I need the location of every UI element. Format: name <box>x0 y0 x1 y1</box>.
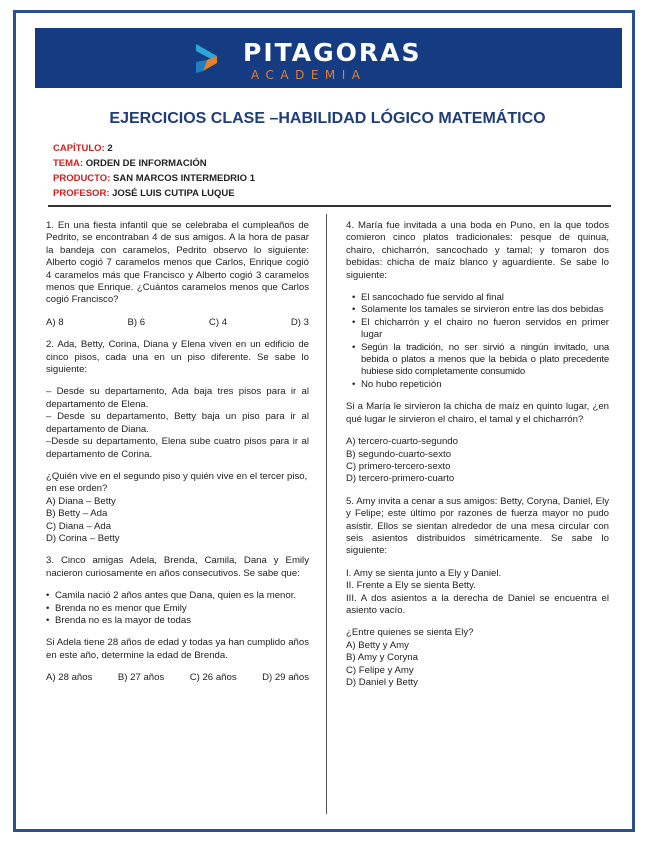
q5-question: ¿Entre quienes se sienta Ely? <box>346 627 474 639</box>
q2-option-d: D) Corina – Betty <box>46 532 120 544</box>
q4-clue: • El chicharrón y el chairo no fueron servidos en primer lugar <box>352 316 609 341</box>
q3-option-a: A) 28 años <box>46 672 93 684</box>
q4-clue: • No hubo repetición <box>352 378 442 390</box>
q2-option-a: A) Diana – Betty <box>46 495 116 507</box>
header-divider <box>48 205 611 207</box>
logo-chevron-icon <box>193 38 233 78</box>
q2-question: ¿Quién vive en el segundo piso y quién vive en el tercer piso, en ese orden? <box>46 470 308 495</box>
q4-option-c: C) primero-tercero-sexto <box>346 460 451 472</box>
q3-question: Si Adela tiene 28 años de edad y todas ya han cumplido años en este año, determine la edad de Brenda. <box>46 637 309 661</box>
q4-clue: • El sancochado fue servido al final <box>352 292 504 304</box>
right-column <box>346 220 609 689</box>
q3-clue: • Brenda no es menor que Emily <box>46 602 187 614</box>
q5-option-a: A) Betty y Amy <box>346 639 409 651</box>
q4-clue: • Solamente los tamales se sirvieron entre las dos bebidas <box>352 304 604 316</box>
q3-clue: • Camila nació 2 años antes que Dana, quien es la menor. <box>46 590 297 602</box>
brand-subtitle: ACADEMIA <box>251 68 367 82</box>
header-banner <box>35 28 622 88</box>
left-column <box>46 220 309 685</box>
q4-option-a: A) tercero-cuarto-segundo <box>346 436 458 448</box>
q4-text: 4. María fue invitada a una boda en Puno, en la que todos comieron cinco platos tradicionales: pesque de quinua, chairo, chicharrón, sancochado y tamal; y tomaron dos bebidas: chicha de maíz blanco y aguardiente. Se sabe lo siguiente: <box>346 220 609 281</box>
document-title: EJERCICIOS CLASE –HABILIDAD LÓGICO MATEMÁTICO <box>109 110 546 127</box>
q2-option-c: C) Diana – Ada <box>46 520 112 532</box>
q2-option-b: B) Betty – Ada <box>46 508 108 520</box>
meta-chapter: CAPÍTULO: 2 <box>53 143 113 154</box>
q4-option-b: B) segundo-cuarto-sexto <box>346 448 452 460</box>
q2-text: 2. Ada, Betty, Corina, Diana y Elena viven en un edificio de cinco pisos, cada una en un piso diferente. Se sabe lo siguiente: <box>46 339 309 376</box>
q5-text: 5. Amy invita a cenar a sus amigos: Betty, Coryna, Daniel, Ely y Felipe; este último por razones de fuerza mayor no pudo asistir. Ellos se sientan alrededor de una mesa circular con seis asientos distribuidos simétricamente. Se sabe lo siguiente: <box>346 495 609 557</box>
q5-clue: I. Amy se sienta junto a Ely y Daniel. <box>346 567 502 579</box>
q1-option-b: B) 6 <box>127 316 146 328</box>
q5-option-b: B) Amy y Coryna <box>346 652 418 664</box>
brand-name: PITAGORAS <box>243 38 422 67</box>
q4-clue: • Según la tradición, no ser sirvió a ningún invitado, una bebida o platos a menos que la bebida o plato precedente hubiese sido completamente consumido <box>352 341 609 378</box>
q3-text: 3. Cinco amigas Adela, Brenda, Camila, Dana y Emily nacieron curiosamente en años consecutivos. Se sabe que: <box>46 555 309 579</box>
q4-question: Si a María le sirvieron la chicha de maíz en quinto lugar, ¿en qué lugar le sirvieron el chairo, el tamal y el chicharrón? <box>346 401 609 425</box>
q4-option-d: D) tercero-primero-cuarto <box>346 473 455 485</box>
q1-option-d: D) 3 <box>290 316 309 328</box>
column-divider <box>326 214 327 814</box>
q1-option-c: C) 4 <box>208 316 228 328</box>
q3-options <box>46 672 309 684</box>
q5-clue: II. Frente a Ely se sienta Betty. <box>346 580 476 592</box>
q1-option-a: A) 8 <box>46 316 64 328</box>
q5-clue: III. A dos asientos a la derecha de Daniel se encuentra el asiento vacío. <box>346 592 609 616</box>
document-meta <box>53 141 255 201</box>
q2-clue: – Desde su departamento, Betty baja un piso para ir al departamento de Diana. <box>46 411 309 435</box>
q5-option-c: C) Felipe y Amy <box>346 664 414 676</box>
meta-teacher: PROFESOR: JOSÉ LUIS CUTIPA LUQUE <box>53 188 235 199</box>
meta-topic: TEMA: ORDEN DE INFORMACIÓN <box>53 158 207 169</box>
q2-clue: – Desde su departamento, Ada baja tres pisos para ir al departamento de Elena. <box>46 386 309 410</box>
pitagoras-logo <box>193 36 473 82</box>
q1-options <box>46 317 309 329</box>
q1-text: 1. En una fiesta infantil que se celebraba el cumpleaños de Pedrito, se encontraban 4 de sus amigos. A la hora de pasar la bandeja con caramelos, Pedrito observo lo siguiente: Alberto cogió 7 caramelos menos que Carlos, Enrique cogió 4 caramelos más que Francisco y Alberto cogió 3 caramelos menos que Enrique. ¿Cuántos caramelos menos que Carlos cogió Francisco? <box>46 220 309 306</box>
q3-option-d: D) 29 años <box>262 672 309 684</box>
meta-product: PRODUCTO: SAN MARCOS INTERMEDRIO 1 <box>53 173 255 184</box>
q3-clue: • Brenda no es la mayor de todas <box>46 614 191 626</box>
q3-option-b: B) 27 años <box>117 672 165 684</box>
q3-option-c: C) 26 años <box>189 672 237 684</box>
q5-option-d: D) Daniel y Betty <box>346 677 418 688</box>
q2-clue: –Desde su departamento, Elena sube cuatro pisos para ir al departamento de Corina. <box>46 436 309 460</box>
